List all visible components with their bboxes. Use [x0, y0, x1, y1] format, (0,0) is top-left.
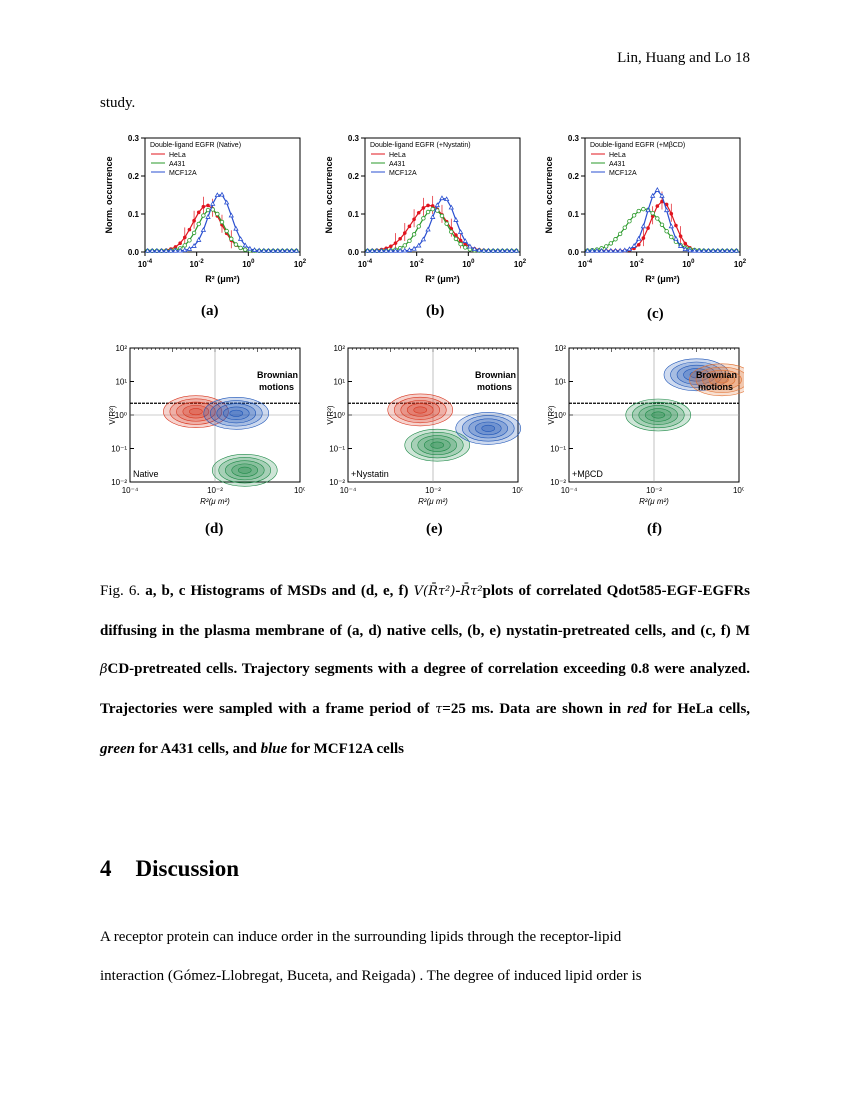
data-point — [243, 248, 247, 252]
section-title: Discussion — [135, 856, 240, 881]
caption-beta: β — [100, 662, 108, 678]
data-point — [628, 219, 632, 223]
data-point — [623, 226, 627, 230]
caption-prefix: Fig. 6. — [100, 583, 141, 599]
x-tick-label: $10^0$ — [682, 259, 695, 269]
data-point — [183, 244, 187, 248]
data-point — [623, 248, 627, 252]
y-tick-label: 0.1 — [347, 210, 359, 219]
panel-label-c: (c) — [647, 306, 664, 322]
legend-entry: MCF12A — [389, 170, 417, 177]
data-point — [674, 224, 678, 228]
x-tick-label: $10^{-2}$ — [629, 259, 644, 269]
data-point — [206, 208, 210, 212]
data-point — [417, 211, 421, 215]
data-point — [408, 225, 412, 229]
data-point — [646, 226, 650, 230]
brownian-label: Brownian — [256, 370, 298, 380]
x-tick-label: 10⁰ — [732, 486, 744, 495]
legend-entry: HeLa — [169, 152, 186, 159]
data-point — [239, 237, 243, 241]
caption-dash: - — [455, 583, 461, 599]
y-tick-label: 10⁻¹ — [111, 444, 127, 454]
data-point — [220, 220, 224, 224]
data-point — [454, 237, 458, 241]
panel-label-b: (b) — [426, 303, 445, 319]
caption-green: green — [100, 740, 135, 757]
data-point — [188, 239, 192, 243]
data-point — [609, 249, 613, 253]
x-tick-label: 10⁻⁴ — [121, 486, 139, 495]
histogram-panel-a — [100, 128, 310, 298]
data-point — [445, 222, 449, 226]
data-point — [215, 193, 219, 197]
data-point — [618, 232, 622, 236]
data-point — [431, 207, 435, 211]
data-point — [614, 237, 618, 241]
caption-part1: a, b, c Histograms of MSDs and (d, e, f) — [145, 583, 409, 599]
condition-label: Native — [133, 469, 159, 479]
data-point — [426, 210, 430, 214]
x-tick-label: $10^0$ — [462, 259, 475, 269]
data-point — [463, 246, 467, 250]
data-point — [206, 215, 210, 219]
data-point — [201, 228, 205, 232]
data-point — [187, 247, 191, 251]
brownian-label: motions — [477, 382, 512, 392]
data-point — [192, 231, 196, 235]
data-point — [609, 242, 613, 246]
data-point — [398, 237, 402, 241]
x-axis-label: R² (μm²) — [645, 274, 680, 284]
brownian-label: Brownian — [474, 370, 516, 380]
data-point — [403, 244, 407, 248]
x-tick-label: 10⁰ — [293, 486, 305, 495]
density-contour — [238, 467, 251, 473]
brownian-label: motions — [698, 382, 733, 392]
x-axis-label: R² (μm²) — [205, 274, 240, 284]
lead-text: study. — [100, 95, 136, 111]
contour-panel-e — [323, 340, 523, 515]
data-point — [431, 215, 435, 219]
y-tick-label: 10¹ — [333, 377, 345, 387]
y-tick-label: 0.2 — [567, 172, 579, 181]
data-point — [188, 228, 192, 232]
data-point — [197, 222, 201, 226]
data-point — [656, 217, 660, 221]
data-point — [656, 204, 660, 208]
data-point — [417, 225, 421, 229]
panel-label-e: (e) — [426, 521, 443, 537]
legend-title: Double-ligand EGFR (Native) — [150, 142, 242, 149]
caption-part2: plots of correlated Qdot585-EGF-EGFRs diffusing in the plasma membrane of (a, d) native cells, (b, e) nystatin-pretreated cells, and (c, f) M — [100, 583, 751, 639]
data-point — [669, 224, 673, 228]
data-point — [669, 212, 673, 216]
data-point — [192, 219, 196, 223]
caption-math2: R̄τ² — [460, 584, 483, 599]
y-axis-label: Norm. occurrence — [544, 156, 554, 234]
data-point — [683, 242, 687, 246]
y-tick-label: 10⁻¹ — [550, 444, 566, 454]
x-axis-label: R²(μ m²) — [418, 497, 448, 506]
data-point — [669, 235, 673, 239]
data-point — [637, 243, 641, 247]
y-tick-label: 0.3 — [347, 134, 359, 143]
y-tick-label: 10⁻² — [111, 478, 127, 487]
x-tick-label: $10^2$ — [293, 259, 307, 269]
data-point — [197, 211, 201, 215]
y-tick-label: 10⁻² — [329, 478, 345, 487]
data-point — [642, 236, 646, 240]
x-tick-label: $10^{-4}$ — [137, 259, 153, 269]
caption-part7: for MCF12A cells — [290, 740, 405, 757]
caption-part4: =25 ms. Data are shown in — [442, 701, 622, 718]
data-point — [202, 214, 206, 218]
legend-title: Double-ligand EGFR (+Nystatin) — [370, 142, 471, 149]
brownian-label: motions — [259, 382, 294, 392]
contour-panel-d — [105, 340, 305, 515]
brownian-label: Brownian — [695, 370, 737, 380]
data-point — [655, 188, 659, 192]
y-tick-label: 0.1 — [127, 210, 139, 219]
data-point — [202, 205, 206, 209]
data-point — [234, 243, 238, 247]
x-tick-label: $10^0$ — [242, 259, 255, 269]
data-point — [440, 214, 444, 218]
data-point — [412, 233, 416, 237]
legend-entry: A431 — [169, 161, 186, 168]
y-tick-label: 0.0 — [127, 248, 139, 257]
data-point — [216, 212, 220, 216]
x-tick-label: $10^2$ — [513, 259, 527, 269]
data-point — [660, 223, 664, 227]
y-tick-label: 10⁰ — [332, 411, 345, 420]
data-point — [183, 248, 187, 252]
y-tick-label: 10¹ — [115, 377, 127, 387]
data-point — [407, 248, 411, 252]
contour-panel-f — [544, 340, 744, 515]
data-point — [253, 248, 257, 252]
x-tick-label: $10^{-4}$ — [577, 259, 593, 269]
x-tick-label: 10⁻² — [207, 486, 223, 495]
density-contour — [652, 412, 665, 418]
data-point — [482, 249, 486, 253]
density-contour — [414, 407, 427, 413]
body-line-1: A receptor protein can induce order in the surrounding lipids through the receptor-lipid — [100, 929, 622, 945]
density-contour — [431, 442, 444, 448]
condition-label: +Nystatin — [351, 469, 389, 479]
y-tick-label: 0.3 — [567, 134, 579, 143]
x-axis-label: R²(μ m²) — [200, 497, 230, 506]
y-axis-label: V(R²) — [547, 405, 556, 425]
panel-label-d: (d) — [205, 521, 224, 537]
y-axis-label: Norm. occurrence — [104, 156, 114, 234]
legend-entry: MCF12A — [169, 170, 197, 177]
y-tick-label: 0.0 — [567, 248, 579, 257]
section-heading — [100, 856, 239, 882]
x-axis-label: R² (μm²) — [425, 274, 460, 284]
legend-title: Double-ligand EGFR (+MβCD) — [590, 142, 686, 149]
data-point — [403, 248, 407, 252]
data-point — [234, 227, 238, 231]
data-point — [613, 249, 617, 253]
data-point — [604, 249, 608, 253]
data-point — [674, 237, 678, 241]
data-point — [679, 234, 683, 238]
data-point — [641, 224, 645, 228]
density-contour — [482, 425, 495, 431]
body-line-2: interaction (Gómez-Llobregat, Buceta, and Reigada) . The degree of induced lipid order is — [100, 968, 642, 984]
legend-entry: MCF12A — [609, 170, 637, 177]
data-point — [637, 209, 641, 213]
data-point — [665, 229, 669, 233]
histogram-panel-b — [320, 128, 530, 298]
data-point — [178, 241, 182, 245]
y-axis-label: Norm. occurrence — [324, 156, 334, 234]
section-number: 4 — [100, 856, 112, 881]
condition-label: +MβCD — [572, 469, 603, 479]
data-point — [183, 236, 187, 240]
y-tick-label: 0.3 — [127, 134, 139, 143]
data-point — [229, 213, 233, 217]
legend-entry: HeLa — [389, 152, 406, 159]
y-tick-label: 0.0 — [347, 248, 359, 257]
x-tick-label: 10⁻² — [646, 486, 662, 495]
data-point — [389, 244, 393, 248]
data-point — [422, 206, 426, 210]
legend-entry: A431 — [389, 161, 406, 168]
body-paragraph — [100, 918, 750, 996]
data-point — [412, 217, 416, 221]
y-tick-label: 0.2 — [127, 172, 139, 181]
caption-tau: τ — [435, 702, 443, 718]
data-point — [206, 204, 210, 208]
x-tick-label: 10⁻⁴ — [339, 486, 357, 495]
legend-entry: A431 — [609, 161, 626, 168]
y-axis-label: V(R²) — [326, 405, 335, 425]
data-point — [257, 248, 261, 252]
data-point — [604, 245, 608, 249]
data-point — [459, 239, 463, 243]
data-point — [459, 230, 463, 234]
caption-math1: V(R̄τ²) — [413, 584, 456, 599]
data-point — [229, 237, 233, 241]
histogram-panel-c — [540, 128, 750, 298]
data-point — [426, 204, 430, 208]
panel-label-f: (f) — [647, 521, 662, 537]
y-tick-label: 10⁰ — [553, 411, 566, 420]
caption-part5: for HeLa cells, — [652, 701, 751, 718]
caption-blue: blue — [260, 740, 288, 757]
legend-entry: HeLa — [609, 152, 626, 159]
data-point — [637, 237, 641, 241]
data-point — [426, 227, 430, 231]
y-tick-label: 10² — [554, 344, 566, 353]
running-head: Lin, Huang and Lo 18 — [617, 50, 750, 66]
y-tick-label: 0.2 — [347, 172, 359, 181]
data-point — [473, 247, 477, 251]
data-point — [220, 193, 224, 197]
panel-label-a: (a) — [201, 303, 219, 319]
x-tick-label: 10⁻⁴ — [560, 486, 578, 495]
y-tick-label: 10¹ — [554, 377, 566, 387]
y-tick-label: 10² — [333, 344, 345, 353]
data-point — [665, 208, 669, 212]
data-point — [651, 211, 655, 215]
density-contour — [230, 410, 243, 416]
y-tick-label: 10⁻² — [550, 478, 566, 487]
data-point — [618, 249, 622, 253]
figure-caption — [100, 572, 750, 769]
data-point — [225, 229, 229, 233]
x-tick-label: $10^2$ — [733, 259, 747, 269]
data-point — [422, 217, 426, 221]
data-point — [454, 218, 458, 222]
y-tick-label: 10⁻¹ — [329, 444, 345, 454]
y-tick-label: 10⁰ — [114, 411, 127, 420]
caption-part3: CD-pretreated cells. Trajectory segments with a degree of correlation exceeding 0.8 were analyzed. Trajectories were sampled with a frame period of — [100, 661, 750, 718]
caption-red: red — [626, 701, 647, 718]
x-tick-label: 10⁻² — [425, 486, 441, 495]
data-point — [632, 214, 636, 218]
data-point — [403, 231, 407, 235]
x-tick-label: $10^{-4}$ — [357, 259, 373, 269]
data-point — [459, 242, 463, 246]
data-point — [394, 241, 398, 245]
data-point — [239, 246, 243, 250]
data-point — [440, 196, 444, 200]
x-tick-label: $10^{-2}$ — [409, 259, 424, 269]
y-axis-label: V(R²) — [108, 405, 117, 425]
x-tick-label: 10⁰ — [511, 486, 523, 495]
y-tick-label: 0.1 — [567, 210, 579, 219]
density-contour — [189, 408, 202, 414]
caption-part6: for A431 cells, and — [138, 740, 257, 757]
y-tick-label: 10² — [115, 344, 127, 353]
data-point — [408, 239, 412, 243]
x-tick-label: $10^{-2}$ — [189, 259, 204, 269]
x-axis-label: R²(μ m²) — [639, 497, 669, 506]
data-point — [445, 197, 449, 201]
data-point — [642, 207, 646, 211]
data-point — [449, 230, 453, 234]
